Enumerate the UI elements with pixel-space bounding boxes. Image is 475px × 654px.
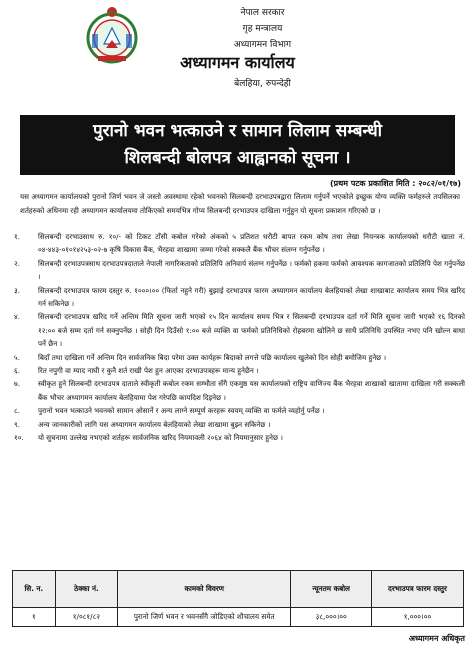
cell-description: पुरानो जिर्ण भवन र भवनसँगै जोडिएको शौचालय समेत <box>118 608 291 627</box>
list-item <box>10 310 465 350</box>
item-number: ६. <box>14 366 20 376</box>
item-text: रित नपुगी वा म्याद नाघी र कुनै शर्त राखी पेश हुन आएका दरभाउपत्रहरू मान्य हुनेछैन । <box>38 366 259 376</box>
col-minimum-bid: न्यूनतम कबोल <box>291 571 372 608</box>
table-header-row <box>13 571 464 608</box>
item-number: ९. <box>14 419 20 429</box>
cell-minimum-bid: ३८,०००।०० <box>291 608 372 627</box>
col-serial: सि. न. <box>13 571 56 608</box>
terms-list <box>10 230 465 445</box>
tender-table <box>12 570 464 627</box>
item-text: सिलबन्दी दरभाउपत्र खरिद गर्ने अन्तिम मिति सूचना जारी भएको १५ दिन कार्यालय समय भित्र र सिलबन्दी दरभाउपत्र दर्ता गर्ने मिति सूचना जारी भएको १६ दिनको १२:०० बजे सम्म दर्ता गर्न सक्नुपर्नेछ । सोही दिन दिउँसो १:०० बजे व्यक्ति वा फर्मको प्रतिनिधिको रोहबरमा खोलिने छ साथै प्रतिनिधि उपस्थित नभए पनि खोल्न बाधा पर्ने छैन । <box>38 312 465 349</box>
item-text: सिलबन्दी दरभाउपत्रसाथ दरभाउपत्रदाताले नेपाली नागरिकताको प्रतिलिपि अनिवार्य संलग्न गर्नुपर्नेछ । फर्मको हकमा फर्मको आवश्यक कागजातको प्रतिलिपि पेश गर्नुपर्नेछ । <box>38 258 465 282</box>
item-number: ४. <box>14 312 20 322</box>
list-item <box>10 284 465 311</box>
col-contract-no: ठेक्का नं. <box>55 571 118 608</box>
item-text: अन्य जानकारीको लागि यस अध्यागमन कार्यालय बेलहियाको लेखा शाखामा बुझ्न सकिनेछ । <box>38 419 271 429</box>
item-text: यो सुचनामा उल्लेख नभएको शर्तहरू सार्वजनिक खरिद नियमावली २०६४ को नियमानुसार हुनेछ । <box>38 433 283 443</box>
item-text: बिदाँ तथा दाखिला गर्ने अन्तिम दिन सार्वजनिक बिदा परेमा उक्त कार्यहरू बिदाको लगत्ते पछि कार्यालय खुलेको दिन सोही बमोजिम हुनेछ । <box>38 352 387 362</box>
item-text: सिलबन्दी दरभाउपत्र फारम दस्तुर रु. १०००।०० (फिर्ता नहुने गरी) बुझाई दरभाउपत्र फारम अध्यागमन कार्यालय बेलहियाको लेखा शाखाबाट कार्यालय समय भित्र खरिद गर्न सकिनेछ । <box>38 285 465 309</box>
list-item <box>10 377 465 404</box>
col-description: कामको विवरण <box>118 571 291 608</box>
header-department: अध्यागमन विभाग <box>233 40 292 50</box>
header-location: बेलहिया, रुपन्देही <box>234 79 291 89</box>
item-number: २. <box>14 258 20 268</box>
item-number: १०. <box>14 433 24 443</box>
list-item <box>10 364 465 377</box>
list-item <box>10 351 465 364</box>
item-text: सिलबन्दी दरभाउसाथ रु. १०/- को टिकट टाँसी कबोल गरेको अंकको ५ प्रतिशत धरौटी बापत रकम कोष तथा लेखा नियन्त्रक कार्यालयको धरौटी खाता नं. ०४-४४३-०१०१४२५३-०२-७ कृषि विकास बैंक, भैरहवा शाखामा जम्मा गरेको सक्कलै बैंक भौचर संलग्न गर्नुपर्नेछ । <box>38 232 465 255</box>
signature-title: अध्यागमन अधिकृत <box>408 634 465 643</box>
header-ministry: गृह मन्त्रालय <box>242 24 283 34</box>
notice-title-banner <box>20 115 455 175</box>
item-number: ३. <box>14 285 20 295</box>
table-row <box>13 608 464 627</box>
list-item <box>10 404 465 417</box>
item-number: १. <box>14 232 20 241</box>
cell-serial: १ <box>13 608 56 627</box>
list-item <box>10 230 465 257</box>
intro-paragraph: यस अध्यागमन कार्यालयको पुरानो जिर्ण भवन जे जस्तो अवस्थामा रहेको भवनको सिलबन्दी दरभाउपत्रद्वारा लिलाम गर्नुपर्ने भएकोले इच्छुक योग्य व्यक्ति फर्महरुले तपसिलका शर्तहरुको अधिनमा रही अध्यागमन कार्यालयमा तोकिएको समयभित्र गोप्य सिलबन्दी दरभाउपत्र दाखिला गर्नुहुन यो सूचना प्रकाशन गरिएको छ । <box>20 192 460 215</box>
item-text: स्वीकृत हुने सिलबन्दी दरभाउपत्र दाताले स्वीकृती कबोल रकम सम्भौता सँगै एकमुष्ठ यस कार्यालयको राष्ट्रिय वाणिज्य बैंक भैरहवा शाखाको खातामा दाखिला गरी सक्कली बैंक भौचर अध्यागमन कार्यालय बेलहियामा पेश गरेपछि कायदिश दिइनेछ । <box>38 379 465 402</box>
cell-contract-no: १/०८१/८२ <box>55 608 118 627</box>
notice-title-line1: पुरानो भवन भत्काउने र सामान लिलाम सम्बन्धी <box>92 121 383 141</box>
list-item <box>10 418 465 431</box>
item-number: ५. <box>14 352 20 362</box>
publication-date: (प्रथम पटक प्रकाशित मिति : २०८२/०१/१७) <box>329 179 461 188</box>
notice-title-line2: शिलबन्दी बोलपत्र आह्वानको सूचना । <box>124 148 351 168</box>
item-text: पुरानो भवन भत्काउने भवनको सामान ओसार्ने र अन्य लाग्ने सम्पूर्ण करहरू स्वयम् व्यक्ति वा फर्मले व्यहोर्नु पर्नेछ । <box>38 406 325 416</box>
cell-form-fee: १,०००।०० <box>372 608 464 627</box>
item-number: ७. <box>14 379 20 389</box>
item-number: ८. <box>14 406 20 416</box>
list-item <box>10 431 465 444</box>
col-form-fee: दरभाउपत्र फारम दस्तुर <box>372 571 464 608</box>
list-item <box>10 257 465 284</box>
header-government: नेपाल सरकार <box>240 8 285 18</box>
header-office: अध्यागमन कार्यालय <box>180 53 295 72</box>
